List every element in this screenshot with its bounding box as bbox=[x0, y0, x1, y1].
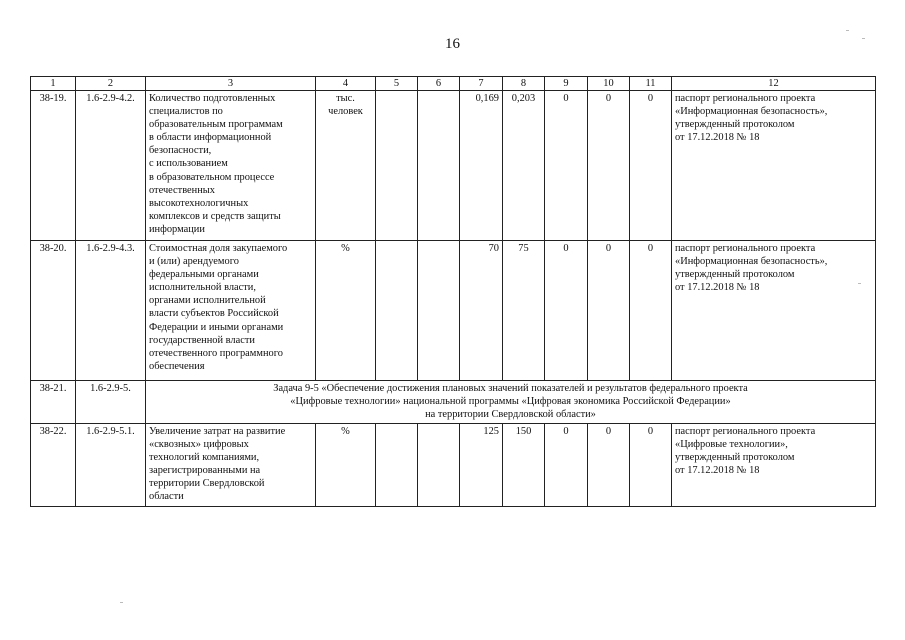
row-number: 38-22. bbox=[31, 424, 76, 507]
source-document: паспорт регионального проекта «Цифровые технологии», утвержденный протоколом от 17.12.2018 № 18 bbox=[672, 424, 876, 507]
column-header: 11 bbox=[630, 77, 672, 91]
value-col8: 150 bbox=[503, 424, 545, 507]
value-col11: 0 bbox=[630, 91, 672, 241]
scan-speck bbox=[846, 30, 849, 31]
column-header: 6 bbox=[418, 77, 460, 91]
column-header: 8 bbox=[503, 77, 545, 91]
indicator-name: Количество подготовленных специалистов по образовательным программам в области информационной безопасности, с использованием в образовательном процессе отечественных высокотехнологичных комплексов и средств защиты информации bbox=[146, 91, 316, 241]
value-col10: 0 bbox=[588, 424, 630, 507]
indicator-name: Стоимостная доля закупаемого и (или) арендуемого федеральными органами исполнительной власти, органами исполнительной власти субъектов Российской Федерации и иными органами государственной власти отечественного программного обеспечения bbox=[146, 241, 316, 381]
table-row bbox=[31, 91, 876, 241]
table-row bbox=[31, 381, 876, 424]
scan-speck bbox=[858, 283, 861, 284]
column-header: 2 bbox=[76, 77, 146, 91]
row-number: 38-19. bbox=[31, 91, 76, 241]
task-heading: Задача 9-5 «Обеспечение достижения плановых значений показателей и результатов федерального проекта «Цифровые технологии» национальной программы «Цифровая экономика Российской Федерации» на территории Свердловской области» bbox=[146, 381, 876, 424]
value-col5 bbox=[376, 424, 418, 507]
value-col9: 0 bbox=[545, 241, 588, 381]
value-col5 bbox=[376, 241, 418, 381]
row-number: 38-21. bbox=[31, 381, 76, 424]
value-col9: 0 bbox=[545, 424, 588, 507]
column-header: 3 bbox=[146, 77, 316, 91]
unit: % bbox=[316, 424, 376, 507]
scan-speck bbox=[862, 38, 865, 39]
value-col5 bbox=[376, 91, 418, 241]
source-document: паспорт регионального проекта «Информационная безопасность», утвержденный протоколом от 17.12.2018 № 18 bbox=[672, 241, 876, 381]
value-col6 bbox=[418, 91, 460, 241]
value-col7: 125 bbox=[460, 424, 503, 507]
table-row bbox=[31, 241, 876, 381]
row-number: 38-20. bbox=[31, 241, 76, 381]
column-header: 10 bbox=[588, 77, 630, 91]
header-row bbox=[31, 77, 876, 91]
indicator-name: Увеличение затрат на развитие «сквозных» цифровых технологий компаниями, зарегистрированными на территории Свердловской области bbox=[146, 424, 316, 507]
row-code: 1.6-2.9-5. bbox=[76, 381, 146, 424]
value-col6 bbox=[418, 424, 460, 507]
column-header: 4 bbox=[316, 77, 376, 91]
value-col11: 0 bbox=[630, 424, 672, 507]
column-header: 7 bbox=[460, 77, 503, 91]
value-col7: 70 bbox=[460, 241, 503, 381]
column-header: 9 bbox=[545, 77, 588, 91]
indicators-table bbox=[30, 76, 876, 507]
value-col6 bbox=[418, 241, 460, 381]
row-code: 1.6-2.9-4.2. bbox=[76, 91, 146, 241]
table-row bbox=[31, 424, 876, 507]
column-header: 12 bbox=[672, 77, 876, 91]
page-number: 16 bbox=[445, 36, 460, 52]
row-code: 1.6-2.9-4.3. bbox=[76, 241, 146, 381]
value-col8: 75 bbox=[503, 241, 545, 381]
unit: % bbox=[316, 241, 376, 381]
row-code: 1.6-2.9-5.1. bbox=[76, 424, 146, 507]
value-col10: 0 bbox=[588, 91, 630, 241]
value-col8: 0,203 bbox=[503, 91, 545, 241]
scan-speck bbox=[120, 602, 123, 603]
value-col9: 0 bbox=[545, 91, 588, 241]
column-header: 1 bbox=[31, 77, 76, 91]
value-col10: 0 bbox=[588, 241, 630, 381]
source-document: паспорт регионального проекта «Информационная безопасность», утвержденный протоколом от 17.12.2018 № 18 bbox=[672, 91, 876, 241]
column-header: 5 bbox=[376, 77, 418, 91]
value-col11: 0 bbox=[630, 241, 672, 381]
value-col7: 0,169 bbox=[460, 91, 503, 241]
unit: тыс. человек bbox=[316, 91, 376, 241]
